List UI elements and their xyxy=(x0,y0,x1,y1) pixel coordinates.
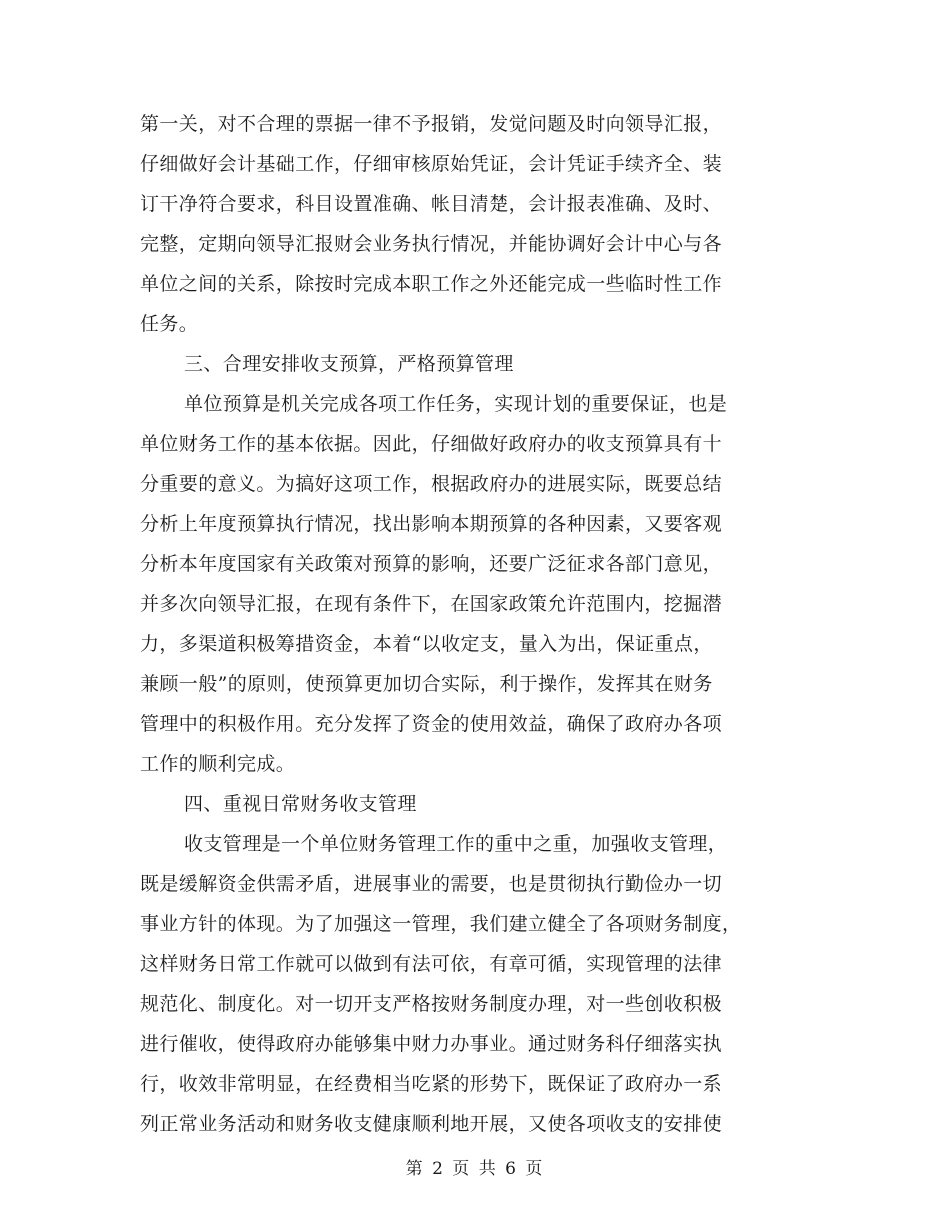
text-line: 既是缓解资金供需矛盾，进展事业的需要，也是贯彻执行勤俭办一切 xyxy=(140,873,723,895)
text-line: 这样财务日常工作就可以做到有法可依，有章可循，实现管理的法律 xyxy=(140,953,723,975)
text-line: 进行催收，使得政府办能够集中财力办事业。通过财务科仔细落实执 xyxy=(140,1033,723,1055)
section-heading-3: 三、合理安排收支预算，严格预算管理 xyxy=(184,353,514,375)
text-line: 第一关，对不合理的票据一律不予报销，发觉问题及时向领导汇报， xyxy=(140,113,723,135)
text-line: 行，收效非常明显，在经费相当吃紧的形势下，既保证了政府办一系 xyxy=(140,1073,723,1095)
text-line: 力，多渠道积极筹措资金，本着“以收定支，量入为出，保证重点， xyxy=(140,633,713,655)
text-line: 分重要的意义。为搞好这项工作，根据政府办的进展实际，既要总结 xyxy=(140,473,723,495)
page-number-footer: 第 2 页 共 6 页 xyxy=(405,1159,545,1179)
text-line: 并多次向领导汇报，在现有条件下，在国家政策允许范围内，挖掘潜 xyxy=(140,593,723,615)
text-line: 事业方针的体现。为了加强这一管理，我们建立健全了各项财务制度， xyxy=(140,913,742,935)
text-line: 管理中的积极作用。充分发挥了资金的使用效益，确保了政府办各项 xyxy=(140,713,723,735)
text-line: 仔细做好会计基础工作，仔细审核原始凭证，会计凭证手续齐全、装 xyxy=(140,153,723,175)
text-line: 分析上年度预算执行情况，找出影响本期预算的各种因素，又要客观 xyxy=(140,513,723,535)
text-line: 完整，定期向领导汇报财会业务执行情况，并能协调好会计中心与各 xyxy=(140,233,723,255)
text-line: 单位财务工作的基本依据。因此，仔细做好政府办的收支预算具有十 xyxy=(140,433,723,455)
paragraph-start: 单位预算是机关完成各项工作任务，实现计划的重要保证，也是 xyxy=(184,393,728,415)
text-line: 订干净符合要求，科目设置准确、帐目清楚，会计报表准确、及时、 xyxy=(140,193,723,215)
section-heading-4: 四、重视日常财务收支管理 xyxy=(184,793,417,815)
document-body xyxy=(140,104,810,1144)
text-line: 规范化、制度化。对一切开支严格按财务制度办理，对一些创收积极 xyxy=(140,993,723,1015)
text-line: 工作的顺利完成。 xyxy=(140,753,296,775)
text-line: 单位之间的关系，除按时完成本职工作之外还能完成一些临时性工作 xyxy=(140,273,723,295)
text-line: 分析本年度国家有关政策对预算的影响，还要广泛征求各部门意见， xyxy=(140,553,723,575)
text-line: 列正常业务活动和财务收支健康顺利地开展，又使各项收支的安排使 xyxy=(140,1113,723,1135)
paragraph-start: 收支管理是一个单位财务管理工作的重中之重，加强收支管理， xyxy=(184,833,728,855)
text-line: 任务。 xyxy=(140,313,199,335)
text-line: 兼顾一般”的原则，使预算更加切合实际，利于操作，发挥其在财务 xyxy=(140,673,713,695)
